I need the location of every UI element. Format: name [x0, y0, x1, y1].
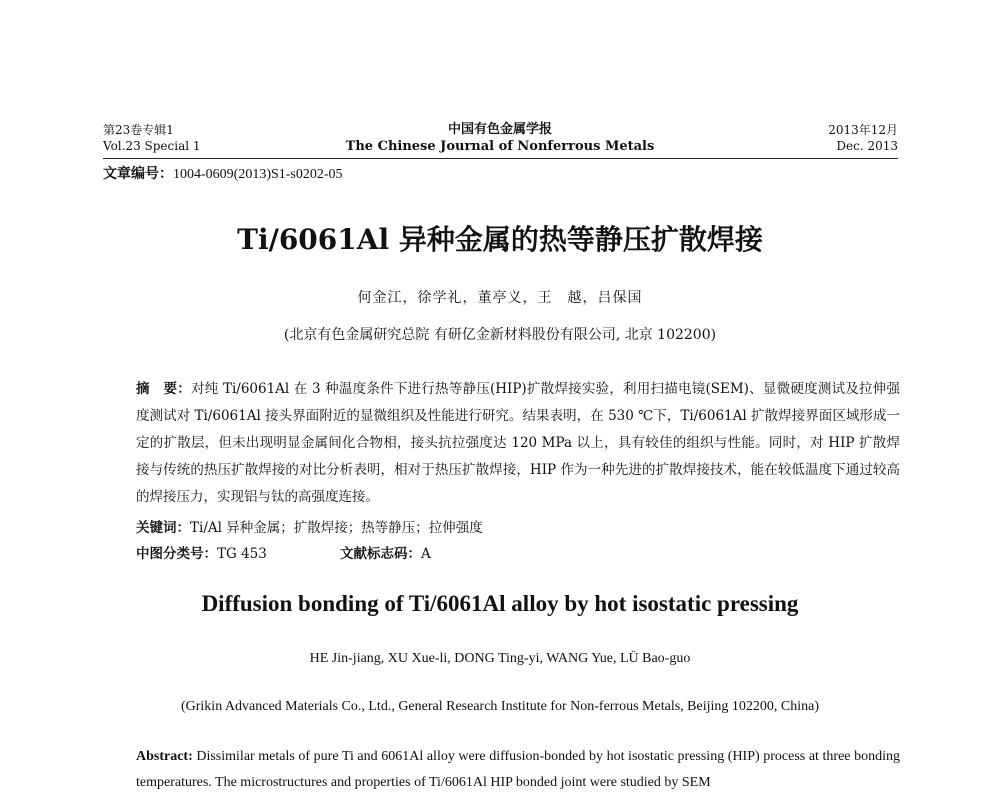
clc-value: TG 453	[217, 546, 267, 562]
article-number	[103, 163, 343, 183]
header-journal-en: The Chinese Journal of Nonferrous Metals	[345, 139, 655, 154]
abstract-en-label: Abstract:	[136, 749, 193, 764]
header-volume-cn: 第23卷专辑1	[103, 123, 174, 137]
article-number-label: 文章编号：	[103, 166, 173, 182]
doc-code-label: 文献标志码：	[340, 546, 421, 562]
article-number-value: 1004-0609(2013)S1-s0202-05	[173, 167, 343, 182]
abstract-cn-label: 摘 要：	[136, 381, 191, 397]
keywords-cn-label: 关键词：	[136, 520, 190, 536]
doc-code-value: A	[421, 546, 431, 562]
classification-doc	[340, 542, 431, 562]
page-title-cn: Ti/6061Al 异种金属的热等静压扩散焊接	[237, 223, 763, 256]
header-rule	[103, 158, 898, 159]
abstract-en-text: Dissimilar metals of pure Ti and 6061Al alloy were diffusion-bonded by hot isostatic pressing (HIP) process at three bonding temperatures. The microstructures and properties of Ti/6061Al HIP bonded joint were studied by SEM	[136, 749, 901, 790]
abstract-cn	[136, 376, 900, 511]
affiliation-en: (Grikin Advanced Materials Co., Ltd., General Research Institute for Non-ferrous Metals, Beijing 102200, China)	[180, 699, 819, 714]
page-title-en: Diffusion bonding of Ti/6061Al alloy by hot isostatic pressing	[201, 591, 799, 616]
keywords-cn-text: Ti/Al 异种金属；扩散焊接；热等静压；拉伸强度	[190, 520, 483, 536]
authors-en: HE Jin-jiang, XU Xue-li, DONG Ting-yi, WANG Yue, LÜ Bao-guo	[309, 651, 691, 666]
classification-clc	[136, 542, 267, 562]
abstract-cn-text: 对纯 Ti/6061Al 在 3 种温度条件下进行热等静压(HIP)扩散焊接实验，利用扫描电镜(SEM)、显微硬度测试及拉伸强度测试对 Ti/6061Al 接头界面附近的显微组织及性能进行研究。结果表明，在 530 ℃下，Ti/6061Al 扩散焊接界面区域形成一定的扩散层，但未出现明显金属间化合物相，接头抗拉强度达 120 MPa 以上，具有较佳的组织与性能。同时，对 HIP 扩散焊接与传统的热压扩散焊接的对比分析表明，相对于热压扩散焊接，HIP 作为一种先进的扩散焊接技术，能在较低温度下通过较高的焊接压力，实现铝与钛的高强度连接。	[136, 381, 901, 505]
header-date	[828, 122, 898, 154]
header-date-cn: 2013年12月	[828, 123, 898, 137]
header-journal	[300, 121, 700, 155]
affiliation-cn: (北京有色金属研究总院 有研亿金新材料股份有限公司, 北京 102200)	[283, 327, 717, 343]
header-journal-cn: 中国有色金属学报	[447, 122, 552, 137]
header-volume	[103, 122, 201, 154]
authors-cn: 何金江，徐学礼，董亭义，王 越，吕保国	[357, 290, 643, 306]
header-date-en: Dec. 2013	[836, 139, 898, 153]
header-volume-en: Vol.23 Special 1	[103, 139, 201, 153]
keywords-cn	[136, 516, 900, 536]
clc-label: 中图分类号：	[136, 546, 217, 562]
abstract-en	[136, 744, 900, 796]
